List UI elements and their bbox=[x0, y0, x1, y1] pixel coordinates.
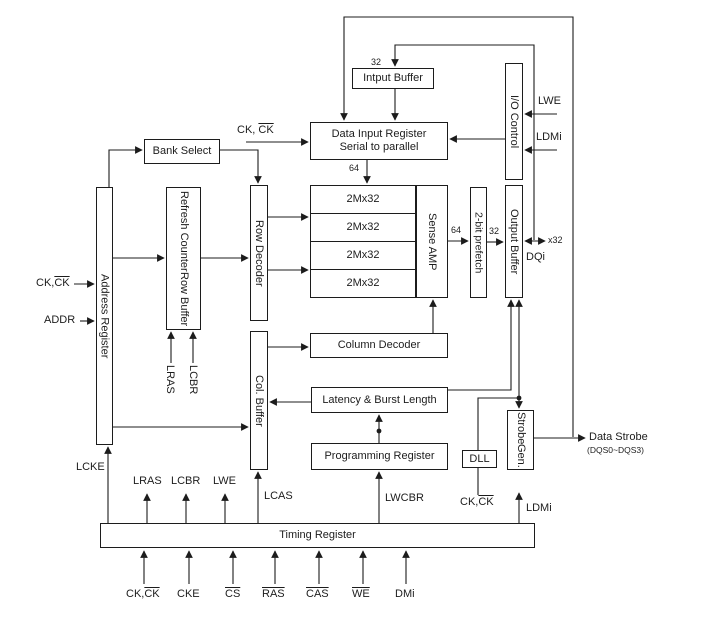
address-register-label: Address Register bbox=[98, 273, 111, 359]
pin-cs-label: $\overline{CS}$ bbox=[225, 588, 241, 600]
serial-to-parallel-label: Serial to parallel bbox=[339, 141, 419, 153]
lwe-tr-label: LWE bbox=[213, 475, 237, 487]
lras-refresh-label: LRAS bbox=[164, 365, 176, 394]
latency-burst-block bbox=[311, 387, 448, 413]
bank0-label: 2Mx32 bbox=[346, 193, 380, 205]
junction-dot-progreg bbox=[377, 429, 382, 434]
ldmi-tr-label: LDMi bbox=[526, 502, 552, 514]
refresh-counter-label: Refresh Counter bbox=[178, 191, 190, 272]
pin-dmi-label: DMi bbox=[395, 588, 415, 600]
strobe-gen-label-2: Gen. bbox=[515, 444, 527, 469]
col-buffer-block bbox=[250, 331, 268, 470]
sense-amp-label: Sense AMP bbox=[426, 212, 438, 271]
bus-width-64-sense: 64 bbox=[451, 225, 462, 235]
programming-register-block bbox=[311, 443, 448, 470]
output-buffer-label: Output Buffer bbox=[508, 208, 520, 275]
pin-ck-ckb-label: $CK,\overline{CK}$ bbox=[126, 588, 160, 600]
io-control-label: I/O Control bbox=[508, 94, 520, 149]
strobe-gen-label-1: Strobe bbox=[515, 411, 527, 445]
column-decoder-label: Column Decoder bbox=[337, 339, 421, 351]
data-input-register-block bbox=[310, 122, 448, 160]
input-buffer-label: Intput Buffer bbox=[363, 72, 423, 84]
data-strobe-label: Data Strobe bbox=[589, 431, 648, 443]
addr-label: ADDR bbox=[44, 314, 76, 326]
dll-label: DLL bbox=[469, 452, 490, 465]
ck-ckb-dll-label: $CK,\overline{CK}$ bbox=[460, 496, 494, 508]
bus-width-32-input: 32 bbox=[371, 57, 382, 67]
col-buffer-label: Col. Buffer bbox=[253, 374, 265, 427]
lcke-label: LCKE bbox=[76, 461, 105, 473]
row-buffer-label: Row Buffer bbox=[178, 271, 190, 326]
memory-bank-1 bbox=[311, 214, 415, 242]
dqi-label: DQi bbox=[526, 251, 545, 263]
sense-amp-block bbox=[416, 185, 448, 298]
lras-label: LRAS bbox=[133, 475, 162, 487]
refresh-counter-block bbox=[166, 187, 201, 330]
timing-register-label: Timing Register bbox=[279, 529, 356, 541]
bus-width-64-dir: 64 bbox=[349, 163, 360, 173]
bank1-label: 2Mx32 bbox=[346, 221, 380, 233]
row-decoder-block bbox=[250, 185, 268, 321]
bank-select-label: Bank Select bbox=[152, 145, 212, 157]
latency-burst-label: Latency & Burst Length bbox=[322, 393, 437, 406]
pin-we-label: $\overline{WE}$ bbox=[352, 588, 370, 600]
wire-bank-select-to-row-decoder bbox=[220, 150, 258, 183]
io-control-block bbox=[505, 63, 523, 180]
lcbr-label: LCBR bbox=[171, 475, 201, 487]
pin-ras-label: $\overline{RAS}$ bbox=[262, 588, 285, 600]
prefetch-block bbox=[470, 187, 487, 298]
ck-ckb-addr-label: $CK,\overline{CK}$ bbox=[36, 277, 70, 289]
strobe-gen-block bbox=[507, 410, 534, 470]
column-decoder-block bbox=[310, 333, 448, 358]
data-strobe-sub-label: (DQS0~DQS3) bbox=[587, 445, 644, 455]
pin-cas-label: $\overline{CAS}$ bbox=[306, 588, 329, 600]
input-buffer-block bbox=[352, 68, 434, 89]
output-buffer-block bbox=[505, 185, 523, 298]
memory-bank-0 bbox=[311, 186, 415, 214]
lcas-label: LCAS bbox=[264, 490, 293, 502]
pin-cke-label: CKE bbox=[177, 588, 200, 600]
lwcbr-label: LWCBR bbox=[385, 492, 424, 504]
timing-register-block bbox=[100, 523, 535, 548]
address-register-block bbox=[96, 187, 113, 445]
programming-register-label: Programming Register bbox=[324, 450, 435, 462]
bus-width-x32: x32 bbox=[548, 235, 563, 245]
ck-ckb-dir-label: CK, $\overline{CK}$ bbox=[237, 124, 274, 136]
wire-addr-reg-to-bank-select bbox=[109, 150, 142, 187]
junction-dot-dll bbox=[517, 396, 522, 401]
lcbr-refresh-label: LCBR bbox=[187, 365, 199, 395]
bank-select-block bbox=[144, 139, 220, 164]
wire-latency-to-output-buffer bbox=[448, 300, 511, 390]
ldmi-label: LDMi bbox=[536, 131, 562, 143]
lwe-label: LWE bbox=[538, 95, 562, 107]
bank2-label: 2Mx32 bbox=[346, 249, 380, 261]
prefetch-label: 2-bit prefetch bbox=[472, 211, 485, 274]
memory-bank-3 bbox=[311, 270, 415, 297]
bus-width-32-prefetch: 32 bbox=[489, 226, 500, 236]
memory-bank-2 bbox=[311, 242, 415, 270]
row-decoder-label: Row Decoder bbox=[253, 219, 265, 287]
bank3-label: 2Mx32 bbox=[346, 277, 380, 289]
dll-block bbox=[462, 450, 497, 468]
memory-array-block bbox=[310, 185, 416, 298]
data-input-register-label: Data Input Register bbox=[331, 128, 427, 140]
